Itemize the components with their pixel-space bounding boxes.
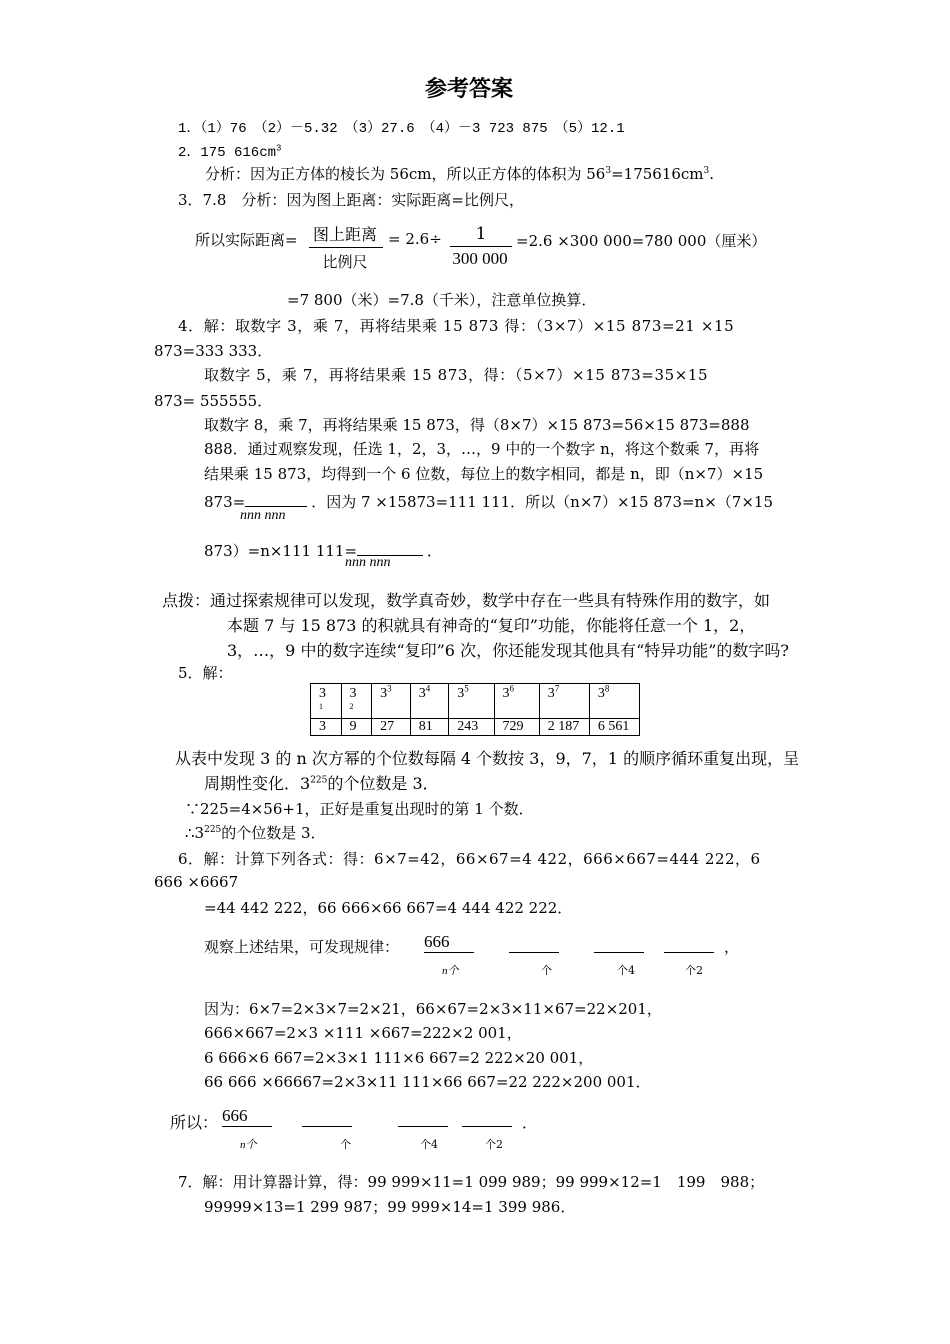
brace-label: 个2 <box>685 964 703 977</box>
pattern-formula <box>424 932 724 972</box>
pattern-formula <box>222 1106 522 1146</box>
table-row <box>311 684 640 719</box>
tip-line: 本题 7 与 15 873 的积就具有神奇的“复印”功能，你能将任意一个 1，2， <box>227 616 756 635</box>
answer-2: 2．175 $616cm^3$ <box>178 143 282 161</box>
answer-4-line: 873=333 333． <box>154 342 273 360</box>
answer-1: 1．（1）76 （2）－5.32 （3）27.6 （4）－3 723 875 （5）12.1 <box>178 121 625 137</box>
table-header-cell: $3^6$ <box>494 684 539 719</box>
answer-7-line: 7．解：用计算器计算，得：99 999×11=1 099 989；99 999×12=1 199 988； <box>178 1173 765 1191</box>
answer-4-line: 873）=n×111 111= ． <box>204 542 443 560</box>
table-row <box>311 719 640 736</box>
q3-line2: =7 800（米）=7.8（千米），注意单位换算． <box>287 291 597 309</box>
answer-5-line: $\therefore 3^{225}$的个位数是 3． <box>185 824 326 842</box>
brace-label: 个4 <box>617 964 635 977</box>
answer-6-line: 666×667=2×3 ×111 ×667=222×2 001， <box>204 1024 522 1042</box>
answer-5-line: 周期性变化．$3^{225}$的个位数是 3． <box>204 774 439 793</box>
table-header-cell: $3^3$ <box>372 684 411 719</box>
pattern-lead-digits: 666 <box>424 932 450 951</box>
table-header-cell: $3^4$ <box>410 684 449 719</box>
powers-table <box>310 683 640 736</box>
pattern-lead-digits: 666 <box>222 1106 248 1125</box>
conclusion-period: ． <box>522 1114 538 1132</box>
conclusion-label: 所以： <box>170 1113 219 1132</box>
tip-line: 3，…，9 中的数字连续“复印”6 次，你还能发现其他具有“特异功能”的数字吗? <box>227 641 790 660</box>
table-value-cell: 27 <box>372 719 411 736</box>
answer-5-line: 从表中发现 3 的 n 次方幂的个位数每隔 4 个数按 3，9，7，1 的顺序循环重复出现，呈 <box>175 749 800 768</box>
table-header-cell: 3 1 <box>311 684 342 719</box>
table-value-cell: 2 187 <box>539 719 589 736</box>
fraction-map-distance <box>306 222 384 245</box>
answer-4-line: 4．解：取数字 3，乘 7，再将结果乘 15 873 得：（3×7）×15 873=21 ×15 <box>178 317 735 335</box>
answer-7-line: 99999×13=1 299 987；99 999×14=1 399 986． <box>204 1198 576 1216</box>
table-value-cell: 6 561 <box>589 719 639 736</box>
fraction-scale-numerator: 1 <box>475 224 487 244</box>
page-title: 参考答案 <box>425 77 514 102</box>
brace-label: 个 <box>340 1138 351 1151</box>
pattern-comma: ， <box>724 938 740 956</box>
answer-4-line: 结果乘 15 873，均得到一个 6 位数，每位上的数字相同，都是 n，即（n×7）×15 <box>204 465 764 483</box>
brace-label: 个4 <box>420 1138 438 1151</box>
fraction-scale-denominator: 300 000 <box>452 249 508 268</box>
q3-eq-mid: = 2.6÷ <box>388 230 442 248</box>
fraction-line <box>450 246 512 247</box>
fraction-numerator: 图上距离 <box>312 225 377 244</box>
tip-line: 点拨：通过探索规律可以发现，数学真奇妙，数学中存在一些具有特殊作用的数字，如 <box>162 591 771 610</box>
answer-4-line: 888．通过观察发现，任选 1，2，3，…，9 中的一个数字 n，将这个数乘 7，再将 <box>204 440 760 458</box>
brace-label: n个 <box>442 965 459 977</box>
table-value-cell: 81 <box>410 719 449 736</box>
answer-4-line: 取数字 5，乘 7，再将结果乘 15 873，得：（5×7）×15 873=35×15 <box>204 366 709 384</box>
answer-6-line: 66 666 ×66667=2×3×11 111×66 667=22 222×200 001． <box>204 1073 651 1091</box>
answer-3: 3．7.8 分析：因为图上距离：实际距离=比例尺， <box>178 191 524 209</box>
pattern-intro: 观察上述结果，可发现规律： <box>204 938 400 956</box>
answer-5-line: ∵225=4×56+1，正好是重复出现时的第 1 个数． <box>185 800 534 818</box>
answer-5: 5．解： <box>178 664 233 682</box>
brace-label: 个2 <box>485 1138 503 1151</box>
table-value-cell: 729 <box>494 719 539 736</box>
answer-6-line: 因为：6×7=2×3×7=2×21，66×67=2×3×11×67=22×201， <box>204 1000 662 1018</box>
overline-digits: nnn nnn <box>345 555 391 570</box>
table-header-cell: $3^5$ <box>449 684 494 719</box>
table-header-cell: $3^7$ <box>539 684 589 719</box>
fraction-denominator: 比例尺 <box>322 253 368 271</box>
answer-2-analysis: 分析：因为正方体的棱长为 56cm，所以正方体的体积为 $56^3=175616cm^3$. <box>205 165 715 183</box>
q3-eq-end: =2.6 ×300 000=780 000（厘米） <box>516 232 767 250</box>
fraction-line <box>309 247 383 248</box>
answer-6-line: 6．解：计算下列各式：得：6×7=42，66×67=4 422，666×667=444 222，6 <box>178 850 761 868</box>
q3-eq-prefix: 所以实际距离= <box>195 231 298 249</box>
answer-4-line: 取数字 8，乘 7，再将结果乘 15 873，得（8×7）×15 873=56×15 873=888 <box>204 416 750 434</box>
table-header-cell: $3^8$ <box>589 684 639 719</box>
table-value-cell: 243 <box>449 719 494 736</box>
answer-6-line: 666 ×6667 <box>154 873 239 891</box>
table-value-cell: 3 <box>311 719 342 736</box>
answer-6-line: =44 442 222，66 666×66 667=4 444 422 222． <box>204 899 573 917</box>
brace-label: n个 <box>240 1139 257 1151</box>
answer-4-line: 873= 555555． <box>154 392 273 410</box>
overline-digits: nnn nnn <box>240 508 286 523</box>
table-value-cell: 9 <box>341 719 372 736</box>
brace-label: 个 <box>541 964 552 977</box>
table-header-cell: 3 2 <box>341 684 372 719</box>
answer-6-line: 6 666×6 667=2×3×1 111×6 667=2 222×20 001， <box>204 1049 594 1067</box>
answer-4-line: 873= ．因为 7 ×15873=111 111．所以（n×7）×15 873=n×（7×15 <box>204 493 773 511</box>
